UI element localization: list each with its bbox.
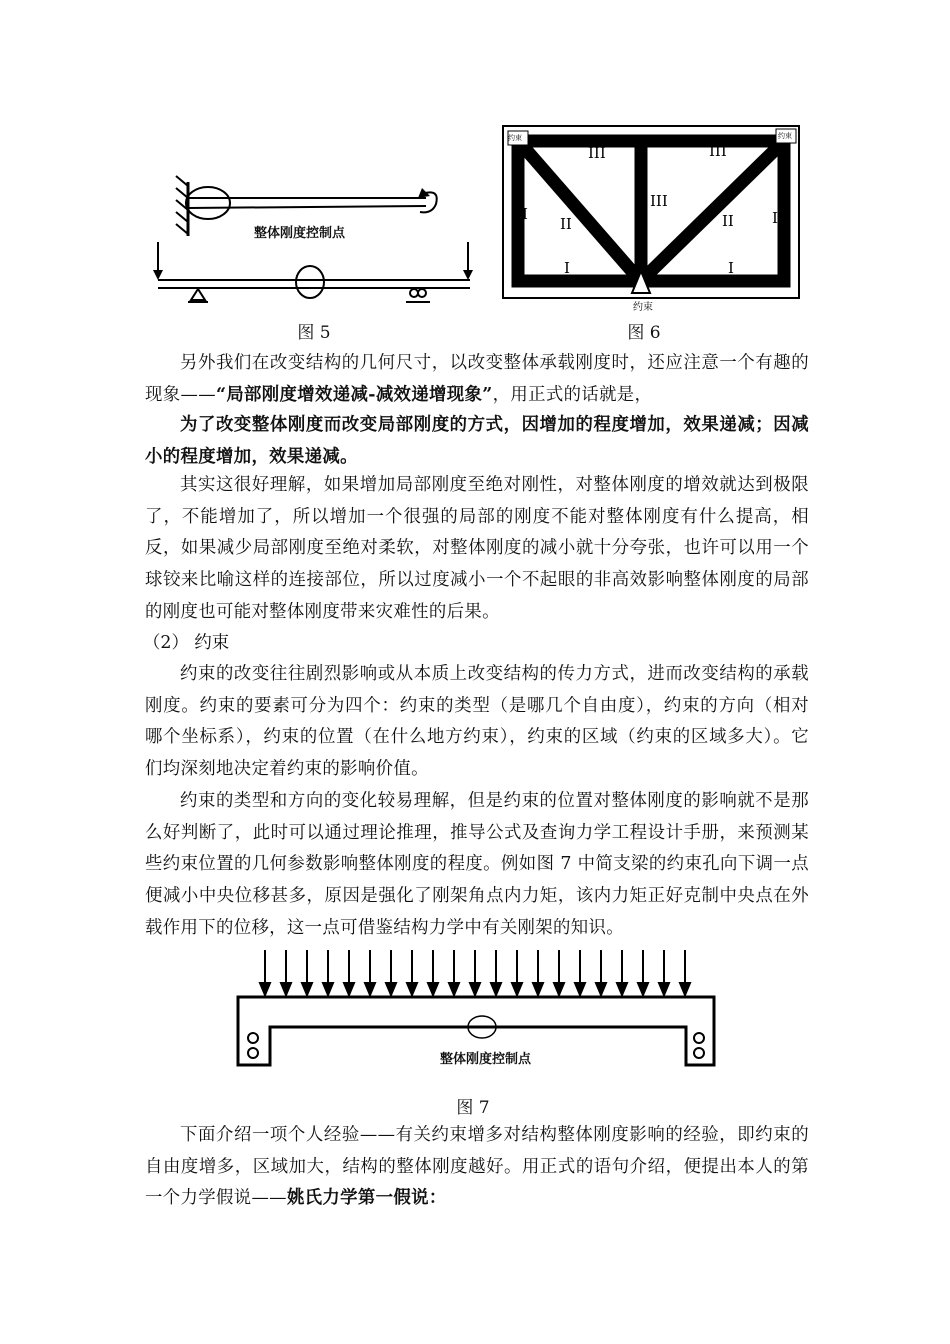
fig6-region-label: III [709, 142, 727, 160]
paragraph: 约束的改变往往剧烈影响或从本质上改变结构的传力方式，进而改变结构的承载刚度。约束的要素可分为四个：约束的类型（是哪几个自由度），约束的方向（相对哪个坐标系），约束的位置（在什么地方约束），约束的区域（约束的区域多大）。它们均深刻地决定着约束的影响价值。 [145, 664, 809, 780]
figure-6-corner-right: 约束 [778, 132, 792, 140]
figure-6-caption: 图 6 [627, 323, 661, 343]
paragraph: 约束的类型和方向的变化较易理解，但是约束的位置对整体刚度的影响就不是那么好判断了，此时可以通过理论推理，推导公式及查询力学工程设计手册，来预测某些约束位置的几何参数影响整体刚度的程度。例如图 7 中简支梁的约束孔向下调一点便减小中央位移甚多，原因是强化了刚架角点内力矩，该内力矩正好克制中央点在外载作用下的位移，这一点可借鉴结构力学中有关刚架的知识。 [145, 791, 809, 938]
figure-7-label: 整体刚度控制点 [440, 1052, 532, 1067]
figure-5-caption: 图 5 [297, 323, 331, 343]
bold-statement: 为了改变整体刚度而改变局部刚度的方式，因增加的程度增加，效果递减；因减小的程度增加，效果递减。 [145, 415, 809, 467]
fig6-region-label: I [522, 205, 528, 223]
figure-6-bottom-label: 约束 [633, 302, 653, 313]
figure-6-corner-left: 约束 [508, 134, 522, 142]
figure-6-diagram [502, 125, 802, 325]
fig6-region-label: I [728, 259, 734, 277]
fig6-region-label: I [772, 209, 778, 227]
paragraph: 另外我们在改变结构的几何尺寸，以改变整体承载刚度时，还应注意一个有趣的现象——“局部刚度增效递减-减效递增现象”，用正式的话就是， [145, 353, 809, 405]
fig6-region-label: II [722, 212, 734, 230]
fig6-region-label: I [564, 259, 570, 277]
section-heading: （2） 约束 [143, 633, 230, 653]
fig6-region-label: III [650, 192, 668, 210]
paragraph: 下面介绍一项个人经验——有关约束增多对结构整体刚度影响的经验，即约束的自由度增多，区域加大，结构的整体刚度越好。用正式的语句介绍，便提出本人的第一个力学假说——姚氏力学第一假说： [145, 1125, 809, 1209]
paragraph: 其实这很好理解，如果增加局部刚度至绝对刚性，对整体刚度的增效就达到极限了，不能增加了，所以增加一个很强的局部的刚度不能对整体刚度有什么提高，相反，如果减少局部刚度至绝对柔软，对整体刚度的减小就十分夸张，也许可以用一个球铰来比喻这样的连接部位，所以过度减小一个不起眼的非高效影响整体刚度的局部的刚度也可能对整体刚度带来灾难性的后果。 [145, 475, 809, 622]
figure-5-label: 整体刚度控制点 [254, 226, 346, 241]
fig6-region-label: III [588, 144, 606, 162]
figure-7-caption: 图 7 [456, 1098, 490, 1118]
fig6-region-label: II [560, 215, 572, 233]
